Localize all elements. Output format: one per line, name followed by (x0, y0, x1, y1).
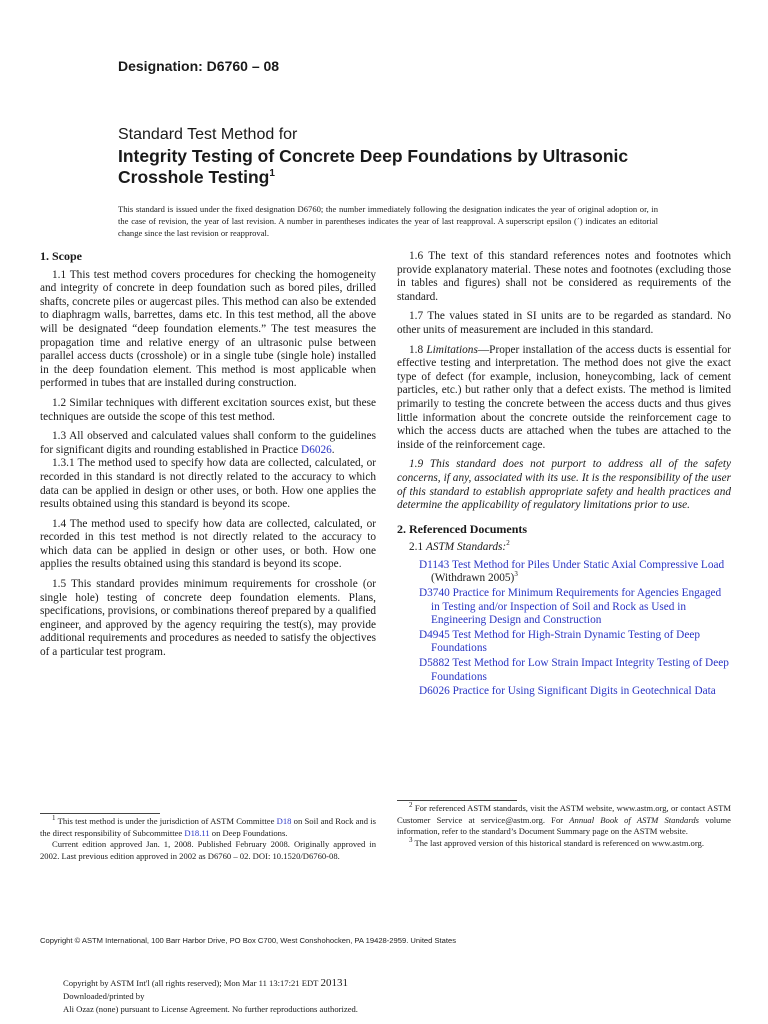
fn1-text-b: on Soil and Rock and is the direct responsibility of Subcommittee (40, 816, 376, 838)
para-1-7: 1.7 The values stated in SI units are to be regarded as standard. No other units of measurement are included in this standard. (397, 310, 731, 336)
copyright-line: Copyright © ASTM International, 100 Barr Harbor Drive, PO Box C700, West Conshohocken, PA 19428-2959. United States (40, 936, 457, 945)
designation: Designation: D6760 – 08 (118, 58, 280, 74)
download-line-1-num: 20131 (320, 977, 348, 989)
scope-heading: 1. Scope (40, 249, 82, 263)
footnote-2 (397, 803, 731, 838)
issue-note: This standard is issued under the fixed designation D6760; the number immediately following the designation indicates the year of original adoption or, in the case of revision, the year of last revision. A number in parentheses indicates the year of last reapproval. A superscript epsilon (´) indicates an editorial change since the last revision or reapproval. (118, 204, 658, 239)
para-1-4: 1.4 The method used to specify how data are collected, calculated, or recorded in this test method is not directly related to the accuracy to which data can be applied in design or other uses, or both. How one applies the results obtained using this standard is beyond its scope. (40, 517, 376, 571)
referenced-documents-heading: 2. Referenced Documents (397, 521, 528, 536)
download-stamp (63, 977, 358, 1016)
ref-title[interactable]: Test Method for High-Strain Dynamic Testing of Deep Foundations (431, 628, 701, 655)
title-footnote-marker: 1 (269, 168, 275, 180)
reference-list (397, 559, 731, 699)
fn3-marker: 3 (409, 835, 413, 844)
left-column (40, 250, 376, 666)
fn2-text-a: For referenced ASTM standards, visit the ASTM website, www.astm.org, or contact ASTM Customer Service at service@astm.org. For (397, 803, 731, 825)
footnote-1 (40, 816, 376, 839)
ref-note: (Withdrawn 2005) (431, 572, 515, 585)
ref-code[interactable]: D3740 (419, 587, 450, 600)
right-column (397, 250, 731, 700)
ref-code[interactable]: D1143 (419, 558, 450, 571)
download-line-3: Ali Ozaz (none) pursuant to License Agreement. No further reproductions authorized. (63, 1004, 358, 1014)
para-1-3 (40, 430, 376, 457)
para-1-3-end: . (331, 443, 335, 456)
right-footnote-rule (397, 800, 517, 801)
para-1-8 (397, 344, 731, 453)
limitations-label: Limitations (426, 343, 478, 356)
d18-link[interactable]: D18 (276, 816, 292, 826)
ref-code[interactable]: D5882 (419, 657, 450, 670)
sub-label: ASTM Standards: (425, 541, 507, 554)
para-1-1: 1.1 This test method covers procedures for checking the homogeneity and integrity of concrete in deep foundation such as bored piles, drilled shafts, concrete piles or augercast piles. This method can also be extended to diaphragm walls, barrettes, dams etc. In this test method, all the above will be designated “deep foundation elements.” The test measures the propagation time and relative energy of an ultrasonic pulse between parallel access ducts (crosshole) or in a single tube (single hole) installed in the deep foundation element. This method is most applicable when performed in tubes that are installed during construction. (40, 268, 376, 390)
ref-title[interactable]: Test Method for Low Strain Impact Integrity Testing of Deep Foundations (431, 657, 729, 683)
para-1-6: 1.6 The text of this standard references notes and footnotes which provide explanatory material. These notes and footnotes (excluding those in tables and figures) shall not be considered as requirements of the standard. (397, 250, 731, 303)
para-1-8-text: —Proper installation of the access ducts is essential for effective testing and interpretation. The method does not give the exact type of defect (for example, inclusion, honeycombing, lack of cement particles, etc.) but rather only that a defect exists. The method is limited primarily to testing the concrete between the access ducts and thus gives little information about the concrete outside the reinforcement cage to which the access ducts are attached when the tubes are attached to the inside of the reinforcement cage. (397, 343, 731, 451)
fn2-italic: Annual Book of ASTM Standards (569, 814, 700, 825)
ref-title[interactable]: Practice for Minimum Requirements for Agencies Engaged in Testing and/or Inspection of Soil and Rock as Used in Engineering Design and Construction (431, 587, 722, 627)
reference-item[interactable] (409, 629, 731, 656)
download-line-1 (63, 977, 358, 990)
document-title (118, 146, 678, 188)
d6026-link[interactable]: D6026 (301, 443, 332, 456)
left-footnote-rule (40, 813, 160, 814)
fn1-marker: 1 (52, 814, 56, 823)
reference-item[interactable] (409, 559, 731, 586)
ref-code[interactable]: D4945 (419, 628, 450, 641)
fn1-text-c: on Deep Foundations. (209, 827, 288, 838)
sub-footnote-marker: 2 (506, 539, 510, 548)
footnote-3 (397, 835, 731, 850)
ref-code[interactable]: D6026 (419, 685, 450, 698)
reference-item[interactable] (409, 587, 731, 628)
reference-item[interactable] (409, 685, 731, 699)
ref-title[interactable]: Test Method for Piles Under Static Axial Compressive Load (449, 558, 725, 571)
para-1-2: 1.2 Similar techniques with different excitation sources exist, but these techniques are outside the scope of this test method. (40, 396, 376, 423)
reference-item[interactable] (409, 657, 731, 684)
download-line-2: Downloaded/printed by (63, 991, 145, 1001)
sub-num: 2.1 (409, 541, 426, 554)
ref-footnote-marker: 3 (514, 570, 518, 579)
edition-note: Current edition approved Jan. 1, 2008. Published February 2008. Originally approved in 2002. Last previous edition approved in 2002 as D6760 – 02. DOI: 10.1520/D6760-08. (40, 839, 376, 861)
ref-title[interactable]: Practice for Using Significant Digits in Geotechnical Data (449, 685, 716, 698)
left-footnotes (40, 816, 376, 862)
fn2-marker: 2 (409, 801, 413, 810)
d18-11-link[interactable]: D18.11 (184, 827, 210, 838)
para-1-8-num: 1.8 (409, 343, 427, 356)
para-1-3-1: 1.3.1 The method used to specify how data are collected, calculated, or recorded in this standard is not directly related to the accuracy to which data can be applied in design or other uses, or both. How one applies the results obtained using this standard is beyond its scope. (40, 457, 376, 511)
right-footnotes (397, 803, 731, 849)
standard-for-label: Standard Test Method for (118, 126, 298, 143)
fn3-text: The last approved version of this historical standard is referenced on www.astm.org. (412, 837, 704, 848)
download-line-1-text: Copyright by ASTM Int'l (all rights reserved); Mon Mar 11 13:17:21 EDT (63, 978, 321, 988)
para-1-9: 1.9 This standard does not purport to address all of the safety concerns, if any, associated with its use. It is the responsibility of the user of this standard to establish appropriate safety and health practices and determine the applicability of regulatory limitations prior to use. (397, 458, 731, 512)
para-1-3-text: 1.3 All observed and calculated values shall conform to the guidelines for significant digits and rounding established in Practice (40, 430, 376, 456)
fn1-text-a: This test method is under the jurisdiction of ASTM Committee (55, 816, 277, 826)
fn2-text-b: volume information, refer to the standard’s Document Summary page on the ASTM website. (397, 814, 731, 837)
para-1-5: 1.5 This standard provides minimum requirements for crosshole (or single hole) testing of concrete deep foundation elements. Plans, specifications, provisions, or combinations thereof prepared by a qualified engineer, and approved by the agency requiring the test(s), may provide additional requirements and procedures as needed to satisfy the objectives of a particular test program. (40, 578, 376, 659)
astm-standards-subheading (397, 541, 731, 555)
title-text: Integrity Testing of Concrete Deep Foundations by Ultrasonic Crosshole Testing (118, 146, 629, 187)
